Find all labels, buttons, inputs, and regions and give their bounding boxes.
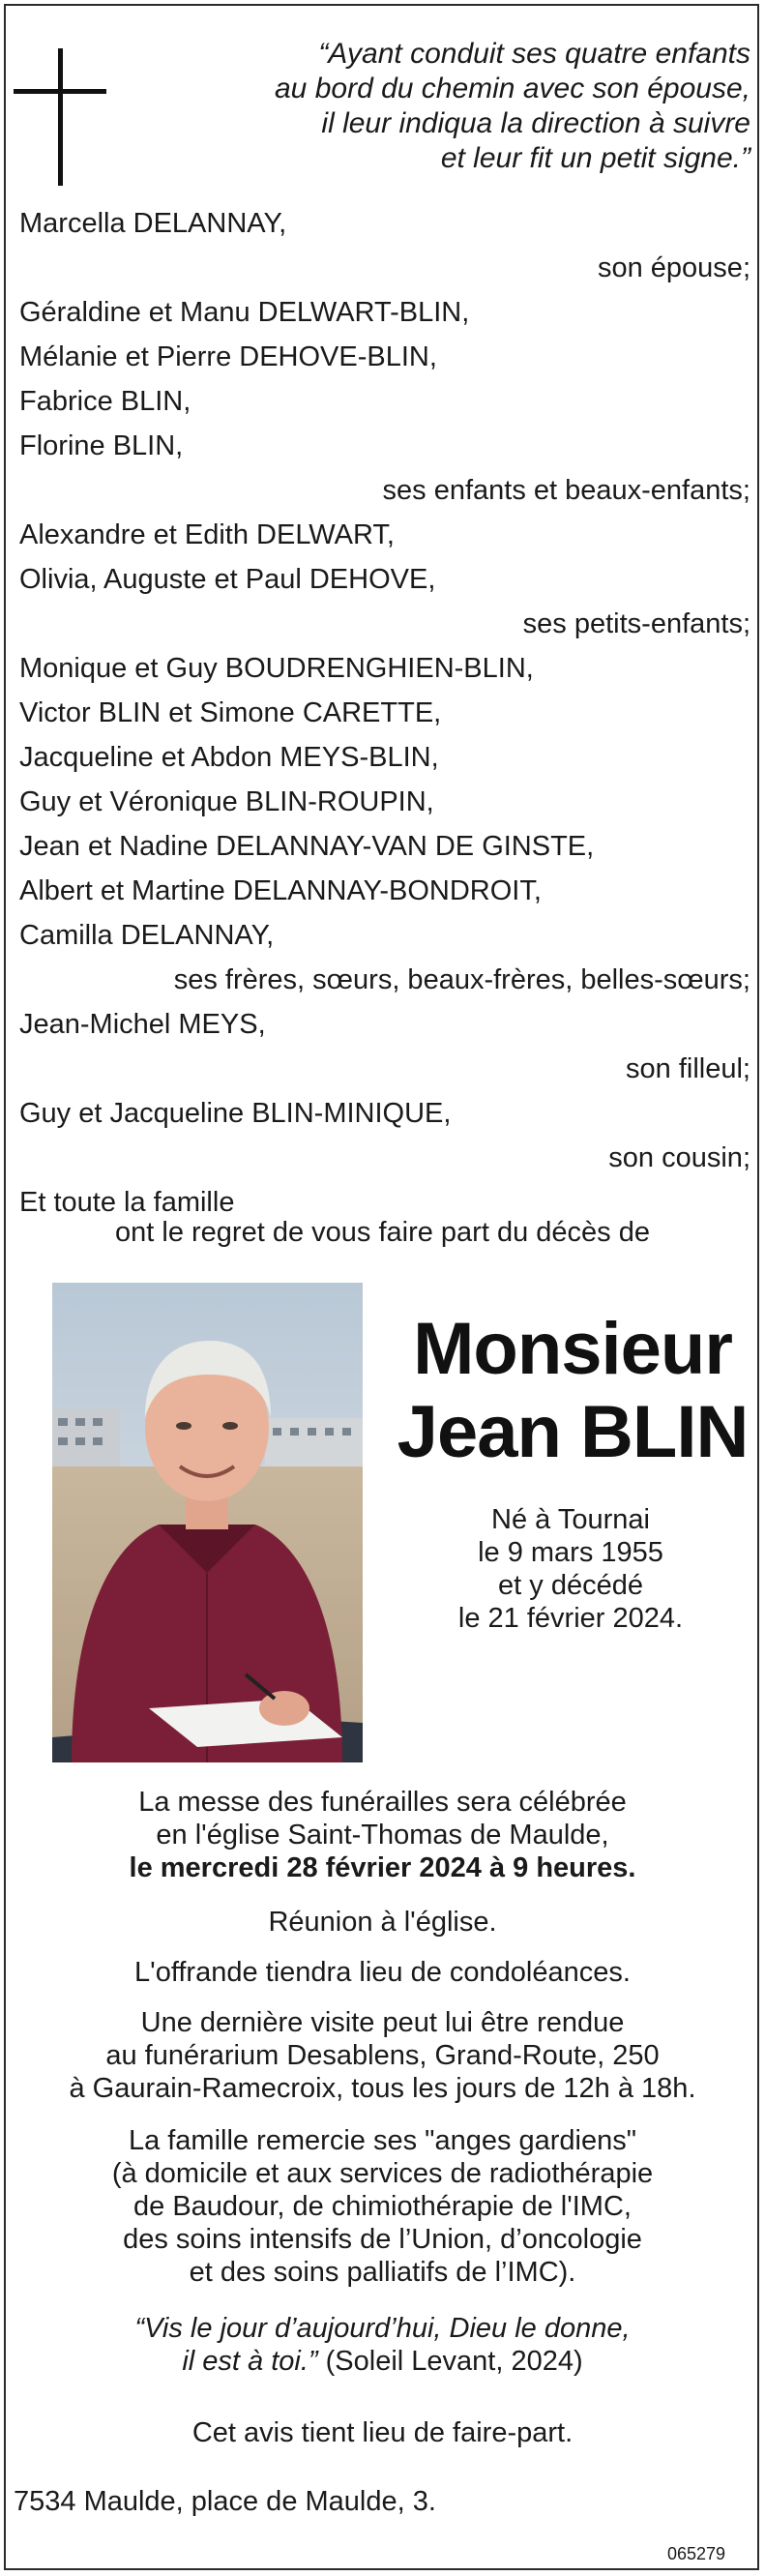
family-relation: son épouse; bbox=[597, 252, 750, 283]
quote-line: il leur indiqua la direction à suivre bbox=[321, 107, 750, 139]
thanks-line: des soins intensifs de l’Union, d’oncologie bbox=[123, 2224, 642, 2255]
family-line: Florine BLIN, bbox=[19, 430, 184, 461]
family-line: Olivia, Auguste et Paul DEHOVE, bbox=[19, 564, 436, 595]
closing-quote bbox=[0, 2312, 765, 2378]
family-relation: ses petits-enfants; bbox=[522, 608, 750, 639]
closing-quote-source: (Soleil Levant, 2024) bbox=[317, 2346, 583, 2377]
birth-line: le 9 mars 1955 bbox=[478, 1537, 663, 1568]
family-line: Jean et Nadine DELANNAY-VAN DE GINSTE, bbox=[19, 831, 595, 862]
offrande-info bbox=[0, 1956, 765, 1989]
family-line: Victor BLIN et Simone CARETTE, bbox=[19, 697, 442, 728]
deceased-title: Monsieur bbox=[413, 1308, 732, 1390]
thanks-line: et des soins palliatifs de l’IMC). bbox=[189, 2257, 576, 2288]
visit-info bbox=[0, 2006, 765, 2105]
portrait-photo bbox=[52, 1283, 363, 1762]
visit-line: au funérarium Desablens, Grand-Route, 250 bbox=[105, 2040, 660, 2071]
birth-line: le 21 février 2024. bbox=[457, 1603, 684, 1634]
funeral-line: en l'église Saint-Thomas de Maulde, bbox=[156, 1820, 609, 1851]
thanks-line: de Baudour, de chimiothérapie de l'IMC, bbox=[133, 2191, 632, 2222]
family-relation: ses frères, sœurs, beaux-frères, belles-sœurs; bbox=[173, 964, 750, 995]
quote-line: et leur fit un petit signe.” bbox=[440, 142, 750, 174]
reference-number: 065279 bbox=[667, 2544, 726, 2563]
reunion-line: Réunion à l'église. bbox=[268, 1907, 497, 1938]
family-relation: son cousin; bbox=[608, 1142, 750, 1173]
thanks-line: (à domicile et aux services de radiothérapie bbox=[111, 2158, 654, 2189]
family-line: Monique et Guy BOUDRENGHIEN-BLIN, bbox=[19, 653, 534, 684]
quote-line: “Ayant conduit ses quatre enfants bbox=[318, 38, 750, 70]
funeral-date: le mercredi 28 février 2024 à 9 heures. bbox=[129, 1852, 636, 1883]
quote-line: au bord du chemin avec son épouse, bbox=[275, 73, 750, 104]
deceased-fullname: Jean BLIN bbox=[397, 1391, 749, 1473]
family-line: Jean-Michel MEYS, bbox=[19, 1009, 266, 1040]
reunion-info bbox=[0, 1906, 765, 1939]
family-line: Et toute la famille bbox=[19, 1187, 235, 1218]
portrait-image bbox=[52, 1283, 363, 1762]
thanks-info bbox=[0, 2124, 765, 2289]
birth-info bbox=[426, 1503, 716, 1635]
visit-line: Une dernière visite peut lui être rendue bbox=[140, 2007, 625, 2038]
address: 7534 Maulde, place de Maulde, 3. bbox=[14, 2486, 436, 2517]
family-line: Albert et Martine DELANNAY-BONDROIT, bbox=[19, 875, 542, 906]
visit-line: à Gaurain-Ramecroix, tous les jours de 12h à 18h. bbox=[69, 2073, 696, 2104]
family-line: Géraldine et Manu DELWART-BLIN, bbox=[19, 297, 470, 328]
birth-line: Né à Tournai bbox=[491, 1504, 650, 1535]
family-line: Marcella DELANNAY, bbox=[19, 208, 287, 239]
offrande-line: L'offrande tiendra lieu de condoléances. bbox=[134, 1957, 631, 1988]
family-line: Jacqueline et Abdon MEYS-BLIN, bbox=[19, 742, 439, 773]
birth-line: et y décédé bbox=[498, 1570, 643, 1601]
family-relation: ses enfants et beaux-enfants; bbox=[382, 475, 750, 506]
family-line: Guy et Jacqueline BLIN-MINIQUE, bbox=[19, 1098, 452, 1129]
funeral-line: La messe des funérailles sera célébrée bbox=[138, 1787, 627, 1818]
notice-info bbox=[0, 2416, 765, 2449]
family-relation: son filleul; bbox=[626, 1053, 750, 1084]
deceased-name bbox=[387, 1308, 758, 1474]
family-line: Mélanie et Pierre DEHOVE-BLIN, bbox=[19, 341, 437, 372]
closing-quote-text: il est à toi.” bbox=[182, 2346, 318, 2377]
closing-quote-line bbox=[0, 2345, 765, 2378]
closing-quote-line: “Vis le jour d’aujourd’hui, Dieu le donne, bbox=[134, 2313, 631, 2344]
notice-line: Cet avis tient lieu de faire-part. bbox=[191, 2417, 574, 2448]
thanks-line: La famille remercie ses "anges gardiens" bbox=[128, 2125, 637, 2156]
family-line: Camilla DELANNAY, bbox=[19, 920, 275, 951]
family-list bbox=[19, 201, 750, 1225]
announcement: ont le regret de vous faire part du décès de bbox=[115, 1217, 650, 1248]
cross-icon bbox=[14, 48, 106, 186]
family-line: Alexandre et Edith DELWART, bbox=[19, 519, 395, 550]
family-line: Fabrice BLIN, bbox=[19, 386, 191, 417]
family-line: Guy et Véronique BLIN-ROUPIN, bbox=[19, 786, 434, 817]
funeral-info bbox=[0, 1786, 765, 1884]
opening-quote bbox=[155, 37, 750, 176]
